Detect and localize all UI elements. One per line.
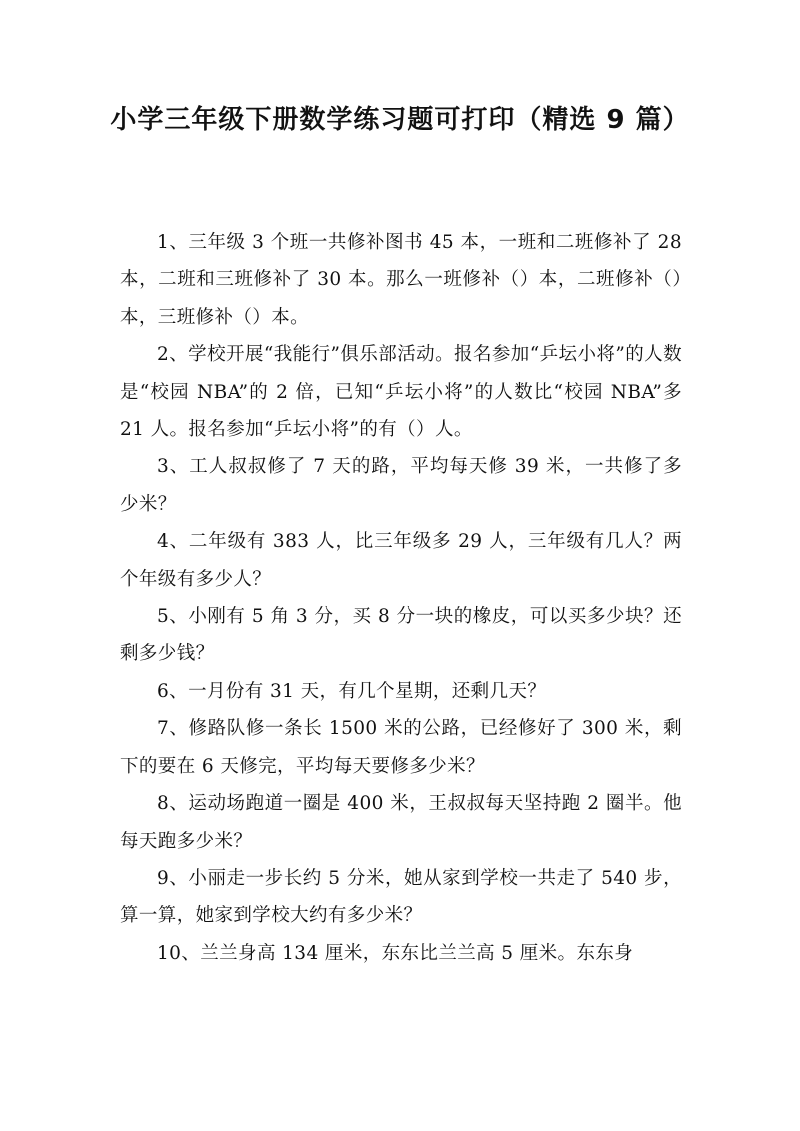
document-title: 小学三年级下册数学练习题可打印（精选 9 篇）	[110, 105, 690, 135]
question-9: 9、小丽走一步长约 5 分米，她从家到学校一共走了 540 步，算一算，她家到学校大约有多少米？	[120, 867, 682, 927]
question-4: 4、二年级有 383 人，比三年级多 29 人，三年级有几人？两个年级有多少人？	[120, 531, 682, 590]
question-3: 3、工人叔叔修了 7 天的路，平均每天修 39 米，一共修了多少米？	[120, 456, 682, 515]
question-6: 6、一月份有 31 天，有几个星期，还剩几天？	[157, 680, 547, 702]
question-5: 5、小刚有 5 角 3 分，买 8 分一块的橡皮，可以买多少块？还剩多少钱？	[120, 606, 682, 665]
question-1: 1、三年级 3 个班一共修补图书 45 本，一班和二班修补了 28 本，二班和三班修补了 30 本。那么一班修补（）本，二班修补（）本，三班修补（）本。	[120, 232, 682, 328]
question-10: 10、兰兰身高 134 厘米，东东比兰兰高 5 厘米。东东身	[157, 942, 634, 964]
question-7: 7、修路队修一条长 1500 米的公路，已经修好了 300 米，剩下的要在 6 天修完，平均每天要修多少米？	[120, 718, 682, 777]
question-8: 8、运动场跑道一圈是 400 米，王叔叔每天坚持跑 2 圈半。他每天跑多少米？	[120, 793, 682, 852]
question-2: 2、学校开展“我能行”俱乐部活动。报名参加“乒坛小将”的人数是“校园 NBA”的 2 倍，已知“乒坛小将”的人数比“校园 NBA”多 21 人。报名参加“乒坛小将”的有（）人。	[120, 344, 682, 441]
question-list	[120, 224, 682, 972]
